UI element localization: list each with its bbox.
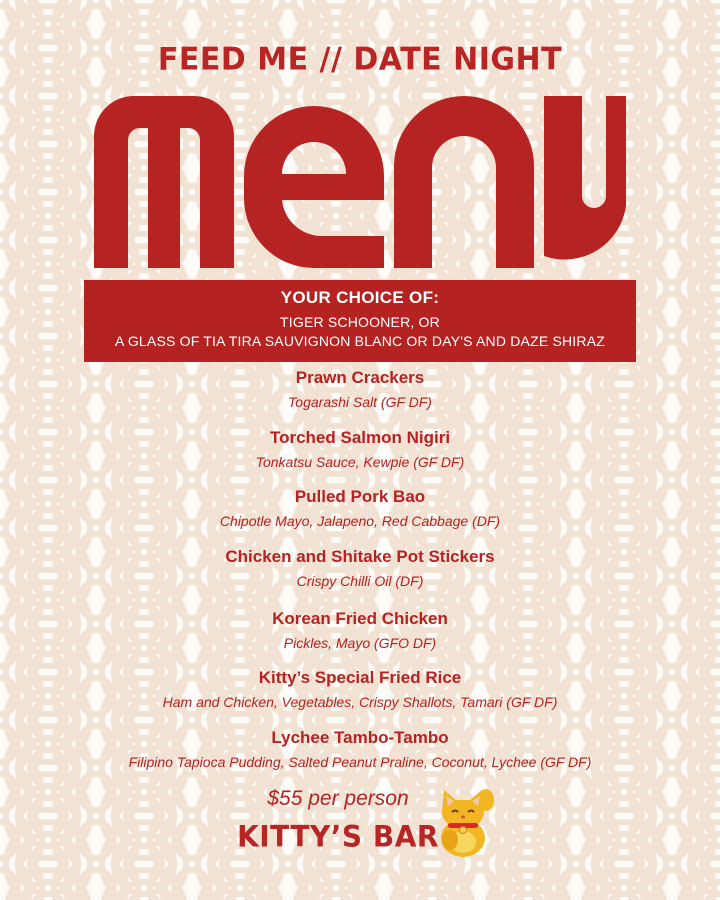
choice-banner [84,280,636,362]
menu-subtitle: FEED ME // DATE NIGHT [157,41,563,78]
dish-description: Chipotle Mayo, Jalapeno, Red Cabbage (DF) [219,513,501,529]
dish-item [0,668,720,710]
dish-item [0,547,720,589]
dish-name: Lychee Tambo-Tambo [271,728,449,747]
dish-description: Togarashi Salt (GF DF) [288,394,432,410]
lucky-cat-icon [428,782,498,858]
dish-name: Korean Fried Chicken [272,609,448,628]
price-label: $55 per person [267,787,409,810]
dish-name: Kitty’s Special Fried Rice [258,668,462,687]
dish-item [0,368,720,410]
dish-item [0,487,720,529]
dish-description: Tonkatsu Sauce, Kewpie (GF DF) [255,454,465,470]
choice-heading: YOUR CHOICE OF: [280,288,440,307]
dish-name: Pulled Pork Bao [294,487,426,506]
dish-item [0,609,720,651]
dish-description: Filipino Tapioca Pudding, Salted Peanut Praline, Coconut, Lychee (GF DF) [128,754,592,770]
bar-name-logo: KITTY’S BAR [237,819,439,854]
choice-line: A GLASS OF TIA TIRA SAUVIGNON BLANC OR DAY'S AND DAZE SHIRAZ [114,333,606,349]
dish-description: Ham and Chicken, Vegetables, Crispy Shallots, Tamari (GF DF) [162,694,558,710]
dish-name: Chicken and Shitake Pot Stickers [225,547,495,566]
menu-title-wordmark [94,96,626,268]
dish-item [0,428,720,470]
dish-description: Crispy Chilli Oil (DF) [296,573,424,589]
dish-name: Prawn Crackers [295,368,425,387]
choice-line: TIGER SCHOONER, OR [280,314,440,330]
dish-name: Torched Salmon Nigiri [269,428,451,447]
dish-description: Pickles, Mayo (GFO DF) [283,635,437,651]
dish-item [0,728,720,770]
